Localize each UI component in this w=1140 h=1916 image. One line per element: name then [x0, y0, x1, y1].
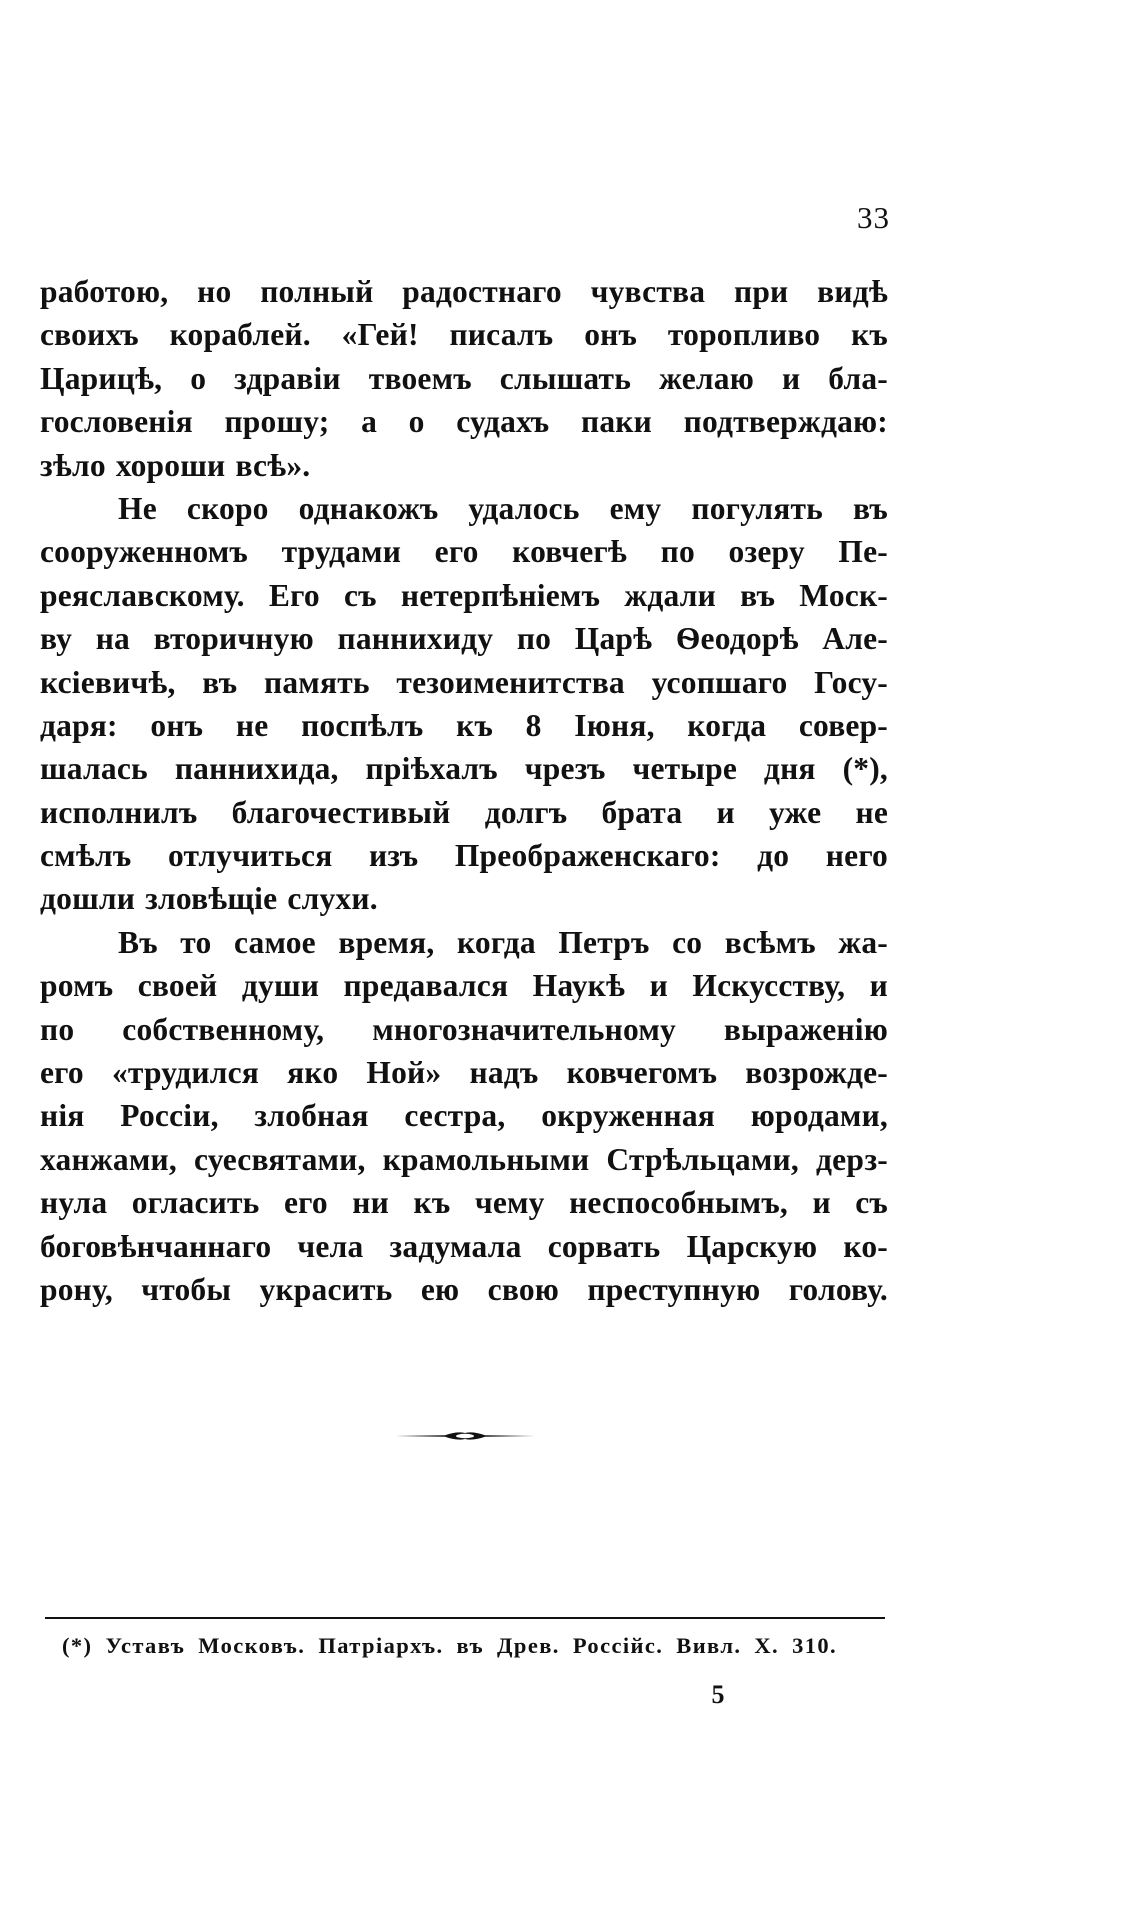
text-line: ксіевичѣ, въ память тезоименитства усопшаго Госу- [40, 664, 888, 700]
text-line: нула огласить его ни къ чему неспособнымъ, и съ [40, 1185, 888, 1221]
text-line: Не скоро однакожъ удалось ему погулять въ [118, 490, 888, 526]
text-line: ву на вторичную паннихиду по Царѣ Ѳеодорѣ Але- [40, 621, 888, 657]
text-line: его «трудился яко Ной» надъ ковчегомъ возрожде- [40, 1055, 888, 1091]
text-line: ханжами, суесвятами, крамольными Стрѣльцами, дерз- [40, 1141, 888, 1177]
text-line: работою, но полный радостнаго чувства при видѣ [40, 274, 888, 309]
footnote: (*) Уставъ Московъ. Патріархъ. въ Древ. Россійс. Вивл. X. 310. [62, 1633, 838, 1658]
text-line: шалась паннихида, пріѣхалъ чрезъ четыре дня (*), [40, 751, 888, 787]
text-line: рону, чтобы украсить ею свою преступную голову. [40, 1271, 888, 1307]
text-line: сооруженномъ трудами его ковчегѣ по озеру Пе- [40, 534, 888, 570]
text-line: боговѣнчаннаго чела задумала сорвать Царскую ко- [40, 1228, 888, 1264]
text-line: нія Россіи, злобная сестра, окруженная юродами, [40, 1098, 888, 1134]
page-number: 33 [857, 200, 890, 235]
section-divider-ornament [395, 1428, 535, 1444]
footnote-rule [45, 1617, 885, 1619]
text-line: смѣлъ отлучиться изъ Преображенскаго: до него [40, 838, 888, 874]
text-line: реяславскому. Его съ нетерпѣніемъ ждали въ Моск- [40, 577, 888, 613]
text-line: исполнилъ благочестивый долгъ брата и уже не [40, 794, 888, 830]
text-line: ромъ своей души предавался Наукѣ и Искусству, и [40, 968, 888, 1004]
body-text [40, 270, 888, 1311]
text-line: по собственному, многозначительному выраженію [40, 1011, 888, 1047]
text-line: даря: онъ не поспѣлъ къ 8 Іюня, когда совер- [40, 707, 888, 743]
text-line: зѣло хороши всѣ». [40, 447, 311, 483]
text-line: дошли зловѣщіе слухи. [40, 881, 378, 917]
text-line: своихъ кораблей. «Гей! писалъ онъ торопливо къ [40, 317, 888, 353]
text-line: Въ то самое время, когда Петръ со всѣмъ жа- [118, 924, 888, 960]
text-line: Царицѣ, о здравіи твоемъ слышать желаю и бла- [40, 360, 888, 396]
text-line: гословенія прошу; а о судахъ паки подтверждаю: [40, 404, 888, 440]
signature-mark: 5 [711, 1680, 725, 1709]
